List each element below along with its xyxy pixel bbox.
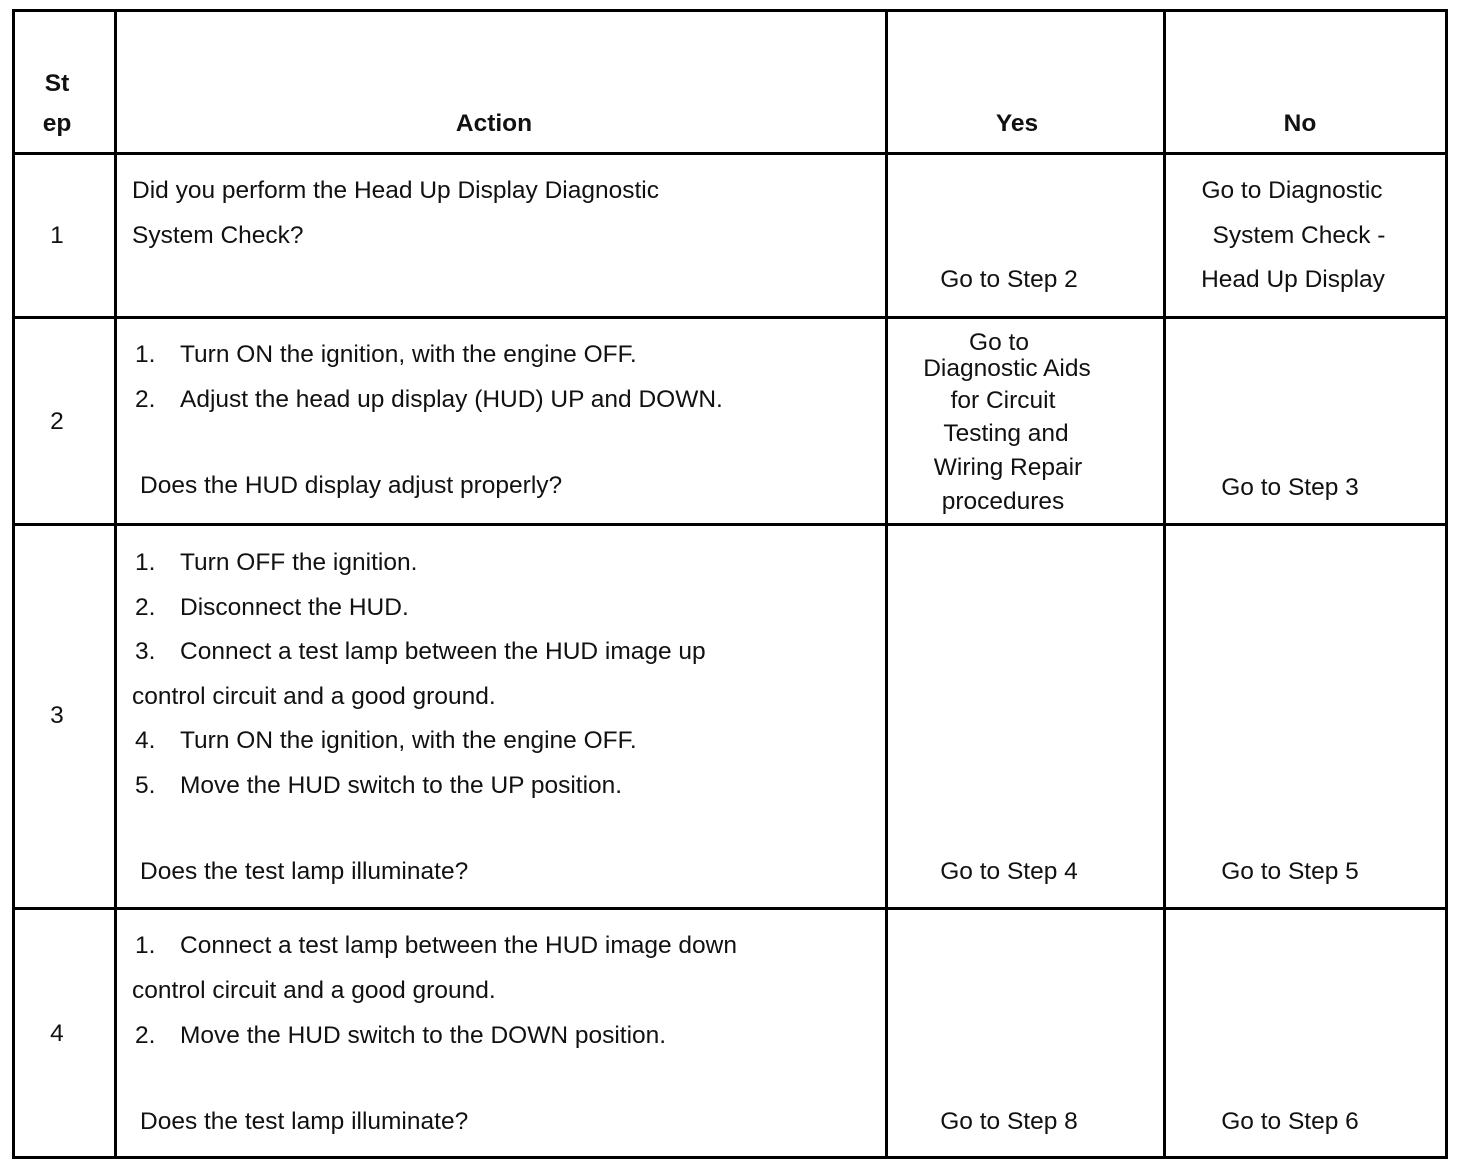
table-border-left [12, 9, 15, 1159]
yes-result: Wiring Repair [933, 454, 1083, 481]
list-number: 3. [135, 638, 156, 665]
list-number: 4. [135, 727, 156, 754]
table-border-right [1445, 9, 1448, 1159]
action-text: control circuit and a good ground. [132, 683, 496, 710]
row-divider [12, 316, 1448, 319]
action-text: Move the HUD switch to the UP position. [180, 772, 623, 799]
row-divider [12, 523, 1448, 526]
header-step: St [44, 70, 70, 97]
yes-result: Diagnostic Aids [923, 355, 1091, 382]
yes-result: Go to [969, 329, 1029, 356]
action-text: System Check? [132, 222, 304, 249]
header-action: Action [455, 110, 533, 137]
no-result: Go to Diagnostic [1201, 177, 1383, 204]
step-number: 4 [50, 1020, 64, 1047]
column-divider [885, 9, 888, 1159]
list-number: 5. [135, 772, 156, 799]
action-text: Did you perform the Head Up Display Diagnostic [132, 177, 659, 204]
list-number: 2. [135, 594, 156, 621]
list-number: 1. [135, 341, 156, 368]
action-question: Does the test lamp illuminate? [140, 1108, 469, 1135]
yes-result: Testing and [943, 420, 1069, 447]
action-text: Adjust the head up display (HUD) UP and DOWN. [180, 386, 723, 413]
column-divider [114, 9, 117, 1159]
list-number: 2. [135, 386, 156, 413]
action-text: Disconnect the HUD. [180, 594, 409, 621]
action-text: Turn OFF the ignition. [180, 549, 418, 576]
no-result: Go to Step 3 [1221, 474, 1359, 501]
no-result: Go to Step 6 [1221, 1108, 1359, 1135]
row-divider [12, 907, 1448, 910]
table-border-bottom [12, 1156, 1448, 1159]
action-question: Does the test lamp illuminate? [140, 858, 469, 885]
step-number: 3 [50, 702, 64, 729]
yes-result: Go to Step 8 [940, 1108, 1078, 1135]
list-number: 2. [135, 1022, 156, 1049]
header-divider [12, 152, 1448, 155]
yes-result: procedures [941, 488, 1065, 515]
header-no: No [1283, 110, 1317, 137]
yes-result: Go to Step 2 [940, 266, 1078, 293]
yes-result: for Circuit [950, 387, 1056, 414]
step-number: 2 [50, 408, 64, 435]
action-text: Connect a test lamp between the HUD image down [180, 932, 737, 959]
action-text: control circuit and a good ground. [132, 977, 496, 1004]
header-step: ep [42, 110, 72, 137]
action-text: Move the HUD switch to the DOWN position. [180, 1022, 667, 1049]
no-result: System Check - [1212, 222, 1386, 249]
table-border-top [12, 9, 1448, 12]
header-yes: Yes [995, 110, 1039, 137]
action-question: Does the HUD display adjust properly? [140, 472, 563, 499]
yes-result: Go to Step 4 [940, 858, 1078, 885]
step-number: 1 [50, 222, 64, 249]
column-divider [1163, 9, 1166, 1159]
no-result: Go to Step 5 [1221, 858, 1359, 885]
action-text: Turn ON the ignition, with the engine OFF. [180, 341, 637, 368]
list-number: 1. [135, 932, 156, 959]
action-text: Turn ON the ignition, with the engine OFF. [180, 727, 637, 754]
action-text: Connect a test lamp between the HUD image up [180, 638, 706, 665]
no-result: Head Up Display [1201, 266, 1385, 293]
list-number: 1. [135, 549, 156, 576]
